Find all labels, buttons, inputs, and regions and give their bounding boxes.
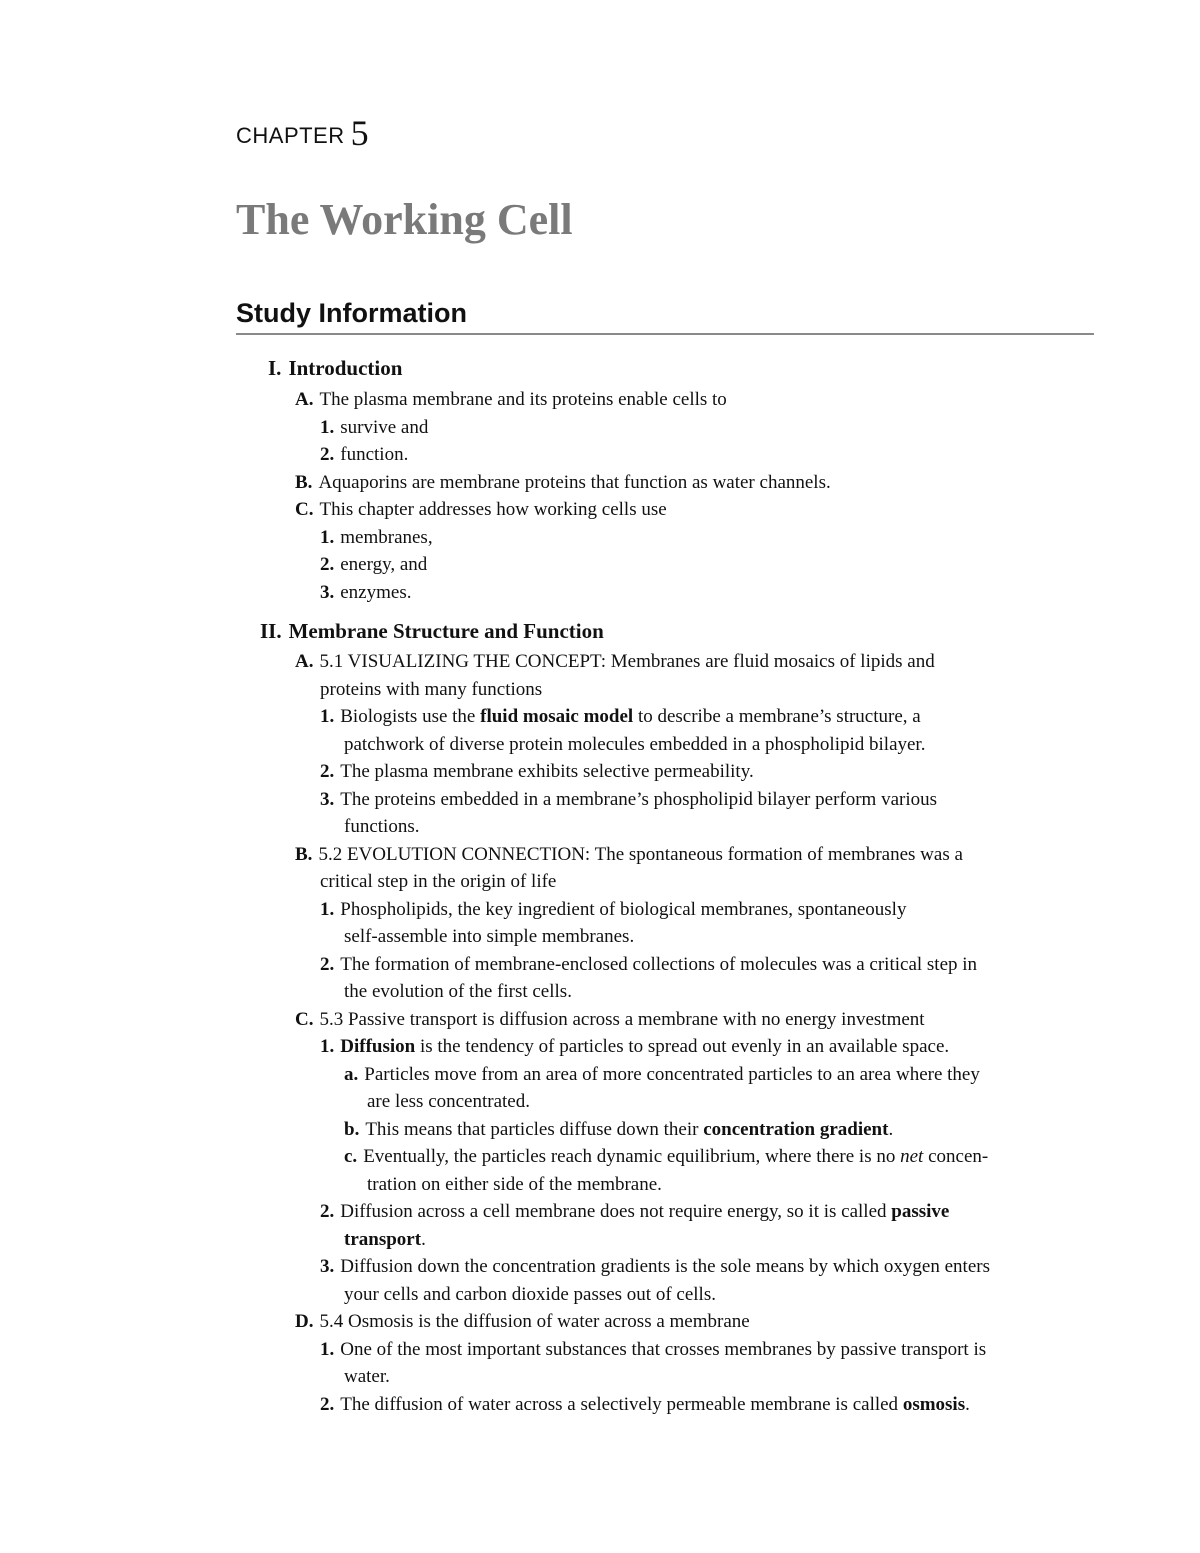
section-heading: Study Information: [236, 298, 467, 328]
outline-item: 2. function.: [320, 444, 409, 465]
outline-item-cont: self-assemble into simple membranes.: [344, 926, 635, 947]
outline-item: 1. membranes,: [320, 527, 433, 548]
outline-item: 1. Phospholipids, the key ingredient of biological membranes, spontaneously: [320, 899, 907, 920]
outline-item-cont: water.: [344, 1366, 390, 1387]
outline-item: C. 5.3 Passive transport is diffusion across a membrane with no energy investment: [295, 1009, 925, 1030]
outline-heading-i: I. Introduction: [268, 356, 403, 380]
outline-item-cont: are less concentrated.: [367, 1091, 530, 1112]
outline-item: c. Eventually, the particles reach dynamic equilibrium, where there is no net concen-: [344, 1146, 989, 1167]
outline-item: 2. energy, and: [320, 554, 428, 575]
outline-item-cont: patchwork of diverse protein molecules embedded in a phospholipid bilayer.: [344, 734, 926, 755]
outline-item: D. 5.4 Osmosis is the diffusion of water across a membrane: [295, 1311, 750, 1332]
section-divider: [236, 333, 1094, 335]
page-title: The Working Cell: [236, 195, 573, 244]
chapter-label: [236, 112, 369, 154]
outline-item: A. The plasma membrane and its proteins enable cells to: [295, 389, 727, 410]
outline-item: 1. Biologists use the fluid mosaic model to describe a membrane’s structure, a: [320, 706, 921, 727]
outline-item: 2. The diffusion of water across a selectively permeable membrane is called osmosis.: [320, 1394, 970, 1415]
outline-item: 1. One of the most important substances that crosses membranes by passive transport is: [320, 1339, 987, 1360]
outline-heading-ii: II. Membrane Structure and Function: [260, 619, 604, 643]
outline-item: 2. The formation of membrane-enclosed collections of molecules was a critical step in: [320, 954, 978, 975]
outline-item: C. This chapter addresses how working cells use: [295, 499, 667, 520]
outline-item-cont: the evolution of the first cells.: [344, 981, 572, 1002]
outline-item: 3. Diffusion down the concentration gradients is the sole means by which oxygen enters: [320, 1256, 990, 1277]
chapter-number: 5: [350, 113, 370, 153]
outline-item: 3. The proteins embedded in a membrane’s phospholipid bilayer perform various: [320, 789, 938, 810]
outline-item-cont: your cells and carbon dioxide passes out of cells.: [344, 1284, 716, 1305]
outline-item: 2. The plasma membrane exhibits selective permeability.: [320, 761, 754, 782]
outline-item: B. Aquaporins are membrane proteins that function as water channels.: [295, 472, 831, 493]
outline-item: A. 5.1 VISUALIZING THE CONCEPT: Membranes are fluid mosaics of lipids and: [295, 651, 935, 672]
outline-item: B. 5.2 EVOLUTION CONNECTION: The spontaneous formation of membranes was a: [295, 844, 963, 865]
outline-item-cont: proteins with many functions: [320, 679, 543, 700]
outline-item: a. Particles move from an area of more concentrated particles to an area where they: [344, 1064, 980, 1085]
outline-item: 3. enzymes.: [320, 582, 412, 603]
outline-item: 1. survive and: [320, 417, 429, 438]
outline-item-cont: tration on either side of the membrane.: [367, 1174, 662, 1195]
outline-item-cont: critical step in the origin of life: [320, 871, 557, 892]
chapter-word: CHAPTER: [236, 123, 345, 148]
outline-item: 1. Diffusion is the tendency of particles to spread out evenly in an available space.: [320, 1036, 950, 1057]
outline-item-cont: transport.: [344, 1229, 426, 1250]
outline-item: b. This means that particles diffuse down their concentration gradient.: [344, 1119, 894, 1140]
outline-item-cont: functions.: [344, 816, 420, 837]
outline-item: 2. Diffusion across a cell membrane does not require energy, so it is called passive: [320, 1201, 950, 1222]
